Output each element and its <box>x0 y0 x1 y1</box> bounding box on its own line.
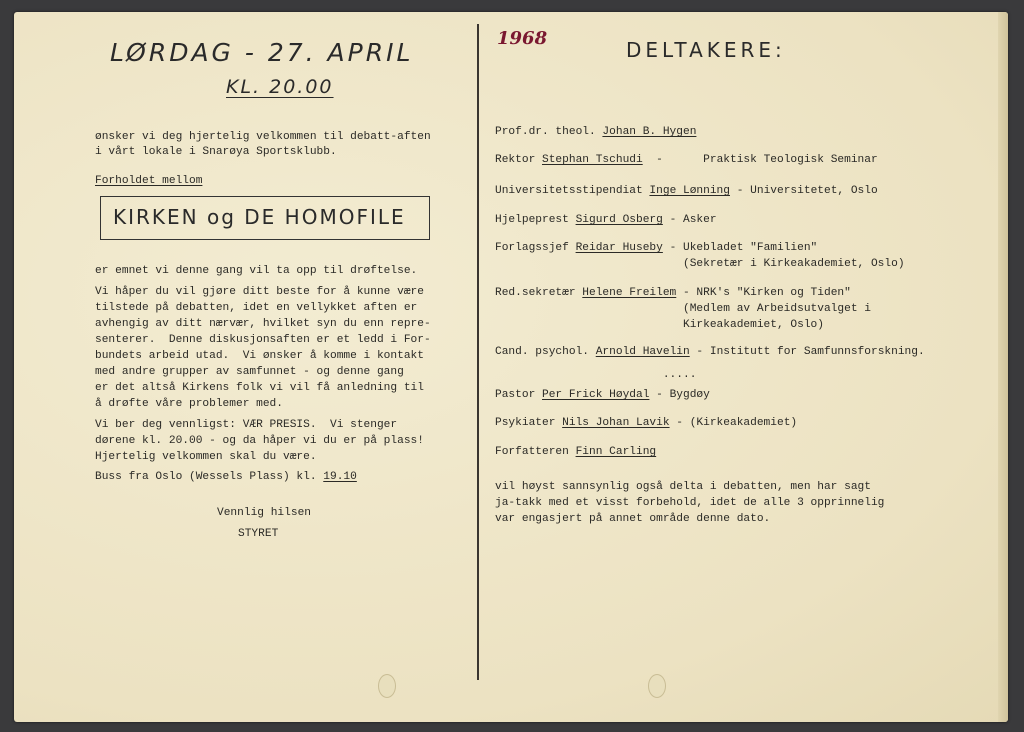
participant-affiliation: - Asker <box>662 214 717 226</box>
bus-info-prefix: Buss fra Oslo (Wessels Plass) kl. <box>95 471 324 483</box>
participant-line <box>495 153 878 168</box>
participant-affiliation: - Bygdøy <box>649 389 710 401</box>
closing-line-2: dørene kl. 20.00 - og da håper vi du er på plass! <box>95 435 424 447</box>
participant-title: Pastor <box>495 389 542 401</box>
participant-affiliation: (Sekretær i Kirkeakademiet, Oslo) <box>495 258 905 270</box>
closing-line-1: Vi ber deg vennligst: VÆR PRESIS. Vi stenger <box>95 419 398 431</box>
participant-title: Prof.dr. theol. <box>495 126 603 138</box>
body-line-7: med andre grupper av samfunnet - og denne gang <box>95 366 404 378</box>
participant-title: Cand. psychol. <box>495 346 596 358</box>
participant-name: Arnold Havelin <box>595 346 690 358</box>
participant-title: Red.sekretær <box>495 287 583 299</box>
participant-affiliation: - Institutt for Samfunnsforskning. <box>689 346 925 358</box>
punch-hole-left <box>378 674 396 698</box>
event-time-heading: KL. 20.00 <box>226 76 334 98</box>
participant-title: Psykiater <box>495 417 563 429</box>
participant-name: Helene Freilem <box>582 287 677 299</box>
participant-line <box>495 416 797 431</box>
footer-line-2: ja-takk med et visst forbehold, idet de alle 3 opprinnelig <box>495 497 885 509</box>
event-date-heading: LØRDAG - 27. APRIL <box>110 38 414 67</box>
intro-line-1: ønsker vi deg hjertelig velkommen til debatt-aften <box>95 131 431 143</box>
relation-label: Forholdet mellom <box>95 175 203 187</box>
participant-line <box>495 257 905 272</box>
participant-line <box>495 125 696 140</box>
participant-affiliation: - Universitetet, Oslo <box>730 185 878 197</box>
participant-name: Reidar Huseby <box>575 242 663 254</box>
greeting: Vennlig hilsen <box>217 507 311 519</box>
participant-name: Nils Johan Lavik <box>562 417 670 429</box>
participant-line <box>495 318 824 333</box>
body-line-5: senterer. Denne diskusjonsaften er et ledd i For- <box>95 334 431 346</box>
topic-box <box>100 196 430 240</box>
participant-affiliation: - Ukebladet "Familien" <box>662 242 818 254</box>
participant-line <box>495 184 878 199</box>
page-edge <box>998 12 1008 722</box>
participant-affiliation: - Praktisk Teologisk Seminar <box>642 154 878 166</box>
body-line-3: tilstede på debatten, idet en vellykket aften er <box>95 302 418 314</box>
footer-line-1: vil høyst sannsynlig også delta i debatten, men har sagt <box>495 481 871 493</box>
participant-name: Sigurd Osberg <box>575 214 663 226</box>
participant-line <box>495 286 851 301</box>
center-divider-line <box>477 24 479 680</box>
participant-line <box>495 213 717 228</box>
body-line-4: avhengig av ditt nærvær, hvilket syn du enn repre- <box>95 318 431 330</box>
participant-name: Johan B. Hygen <box>602 126 697 138</box>
participant-line <box>495 445 656 460</box>
participant-name: Finn Carling <box>575 446 657 458</box>
bus-time: 19.10 <box>323 471 357 483</box>
participant-line <box>495 345 925 360</box>
participant-name: Per Frick Høydal <box>542 389 650 401</box>
bus-info <box>95 470 357 485</box>
participant-line <box>495 388 710 403</box>
participant-line <box>495 241 817 256</box>
participant-affiliation: - (Kirkeakademiet) <box>669 417 798 429</box>
document-sheet <box>14 12 1008 722</box>
body-line-6: bundets arbeid utad. Vi ønsker å komme i kontakt <box>95 350 424 362</box>
body-line-9: å drøfte våre problemer med. <box>95 398 283 410</box>
participant-line <box>495 302 871 317</box>
body-line-2: Vi håper du vil gjøre ditt beste for å kunne være <box>95 286 424 298</box>
body-line-8: er det altså Kirkens folk vi vil få anledning til <box>95 382 424 394</box>
participant-title: Forfatteren <box>495 446 576 458</box>
participant-name: Inge Lønning <box>649 185 730 197</box>
participant-title: Hjelpeprest <box>495 214 576 226</box>
participant-title: Rektor <box>495 154 542 166</box>
participant-title: Universitetsstipendiat <box>495 185 650 197</box>
punch-hole-right <box>648 674 666 698</box>
signature: STYRET <box>238 528 279 540</box>
participant-affiliation: (Medlem av Arbeidsutvalget i <box>495 303 871 315</box>
topic-title: KIRKEN og DE HOMOFILE <box>113 205 406 229</box>
participant-name: Stephan Tschudi <box>542 154 643 166</box>
participant-affiliation: - NRK's "Kirken og Tiden" <box>676 287 851 299</box>
participant-line <box>495 368 696 383</box>
participants-heading: DELTAKERE: <box>626 38 786 62</box>
year-annotation: 1968 <box>497 28 548 49</box>
participant-affiliation: ..... <box>495 369 697 381</box>
closing-line-3: Hjertelig velkommen skal du være. <box>95 451 317 463</box>
participant-title: Forlagssjef <box>495 242 576 254</box>
body-line-1: er emnet vi denne gang vil ta opp til drøftelse. <box>95 265 418 277</box>
intro-line-2: i vårt lokale i Snarøya Sportsklubb. <box>95 146 337 158</box>
footer-line-3: var engasjert på annet område denne dato. <box>495 513 771 525</box>
participant-affiliation: Kirkeakademiet, Oslo) <box>495 319 824 331</box>
